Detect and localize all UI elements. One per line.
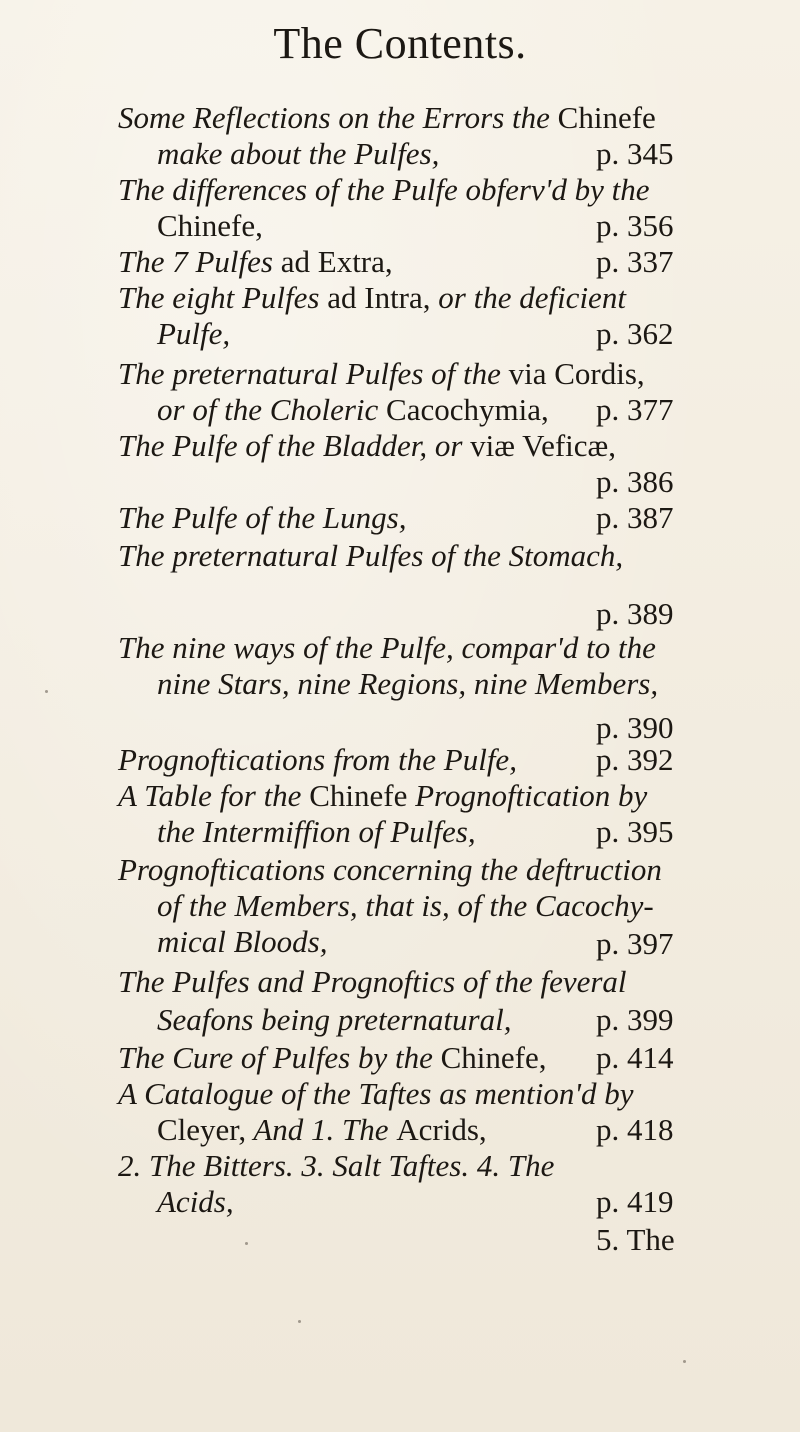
entry-text: The preternatural Pulfes of the [118,356,509,391]
page-number: p. 418 [596,1112,674,1147]
entry-line [118,280,626,316]
entry-text: The nine ways of the Pulfe, compar'd to the [118,630,656,665]
entry-text: The preternatural Pulfes of the Stomach, [118,538,624,573]
entry-text: nine Stars, nine Regions, nine Members, [157,666,659,701]
entry-text: Prognoftication by [407,778,648,813]
entry-text: The differences of the Pulfe obferv'd by the [118,172,650,207]
page-number: p. 390 [596,710,674,745]
entry-line [157,392,549,428]
entry-line [157,888,654,924]
entry-text: or of the Choleric [157,392,387,427]
entry-text: mical Bloods, [157,924,328,959]
entry-text: The 7 Pulfes [118,244,281,279]
entry-line [157,666,658,702]
page-number: p. 377 [596,392,674,427]
entry-line [157,316,230,352]
entry-text: A Table for the [118,778,310,813]
paper-speck [298,1320,301,1323]
entry-text: Prognoftications concerning the deftruction [118,852,662,887]
page-number: p. 356 [596,208,674,243]
entry-line [118,428,616,464]
page-number: p. 387 [596,500,674,535]
entry-text-roman: ad Extra, [280,244,393,279]
entry-line [157,136,439,172]
entry-text-roman: via Cordis, [508,356,645,391]
entry-text-roman: Acrids, [396,1112,487,1147]
page-number: p. 414 [596,1040,674,1075]
entry-line [118,172,649,208]
entry-line [157,1112,487,1148]
entry-text: Prognoftications from the Pulfe, [118,742,517,777]
entry-text: or the deficient [430,280,626,315]
entry-line [157,1002,511,1038]
page-number: p. 397 [596,926,674,961]
paper-speck [45,690,48,693]
page-heading: The Contents. [273,19,527,68]
page-number: p. 419 [596,1184,674,1219]
page-number: p. 389 [596,596,674,631]
entry-text: The Pulfe of the Bladder, or [118,428,471,463]
entry-line [118,742,517,778]
entry-line [118,538,623,574]
entry-line [118,1040,546,1076]
entry-text-roman: Cleyer, [157,1112,247,1147]
entry-text-roman: Chinefe [309,778,408,813]
page-number: p. 337 [596,244,674,279]
entry-text: And 1. The [246,1112,397,1147]
entry-text: Acids, [157,1184,234,1219]
page-number: p. 362 [596,316,674,351]
page-number: p. 345 [596,136,674,171]
entry-line [118,1076,634,1112]
entry-text: The Pulfe of the Lungs, [118,500,407,535]
entry-text: A Catalogue of the Taftes as mention'd by [118,1076,634,1111]
page-number: p. 392 [596,742,674,777]
entry-line [118,964,627,1000]
entry-line [118,244,393,280]
entry-text: The Pulfes and Prognoftics of the feveral [118,964,627,999]
entry-line [118,852,662,888]
entry-text-roman: Chinefe [557,100,656,135]
entry-text-roman: Cacochymia, [386,392,549,427]
entry-line [118,500,406,536]
catchword: 5. The [596,1222,675,1257]
entry-text-roman: Chinefe, [157,208,263,243]
page-number: p. 386 [596,464,674,499]
entry-text: make about the Pulfes, [157,136,440,171]
entry-text: Pulfe, [157,316,231,351]
entry-line [118,100,656,136]
page-number: p. 395 [596,814,674,849]
entry-line [157,814,476,850]
entry-line [157,924,328,960]
entry-line [157,1184,234,1220]
entry-text: The Cure of Pulfes by the [118,1040,441,1075]
paper-speck [245,1242,248,1245]
entry-line [157,208,263,244]
entry-line [118,778,647,814]
paper-speck [683,1360,686,1363]
entry-line [118,630,656,666]
entry-text-roman: Chinefe, [440,1040,547,1075]
page-number: p. 399 [596,1002,674,1037]
entry-text: 2. The Bitters. 3. Salt Taftes. 4. The [118,1148,555,1183]
entry-text: Seafons being preternatural, [157,1002,512,1037]
entry-text: the Intermiffion of Pulfes, [157,814,476,849]
entry-text: of the Members, that is, of the Cacochy- [157,888,654,923]
entry-line [118,1148,554,1184]
entry-text-roman: ad Intra, [327,280,431,315]
entry-text: The eight Pulfes [118,280,328,315]
entry-text-roman: viæ Veficæ, [470,428,616,463]
entry-text: Some Reflections on the Errors the [118,100,558,135]
entry-line [118,356,645,392]
